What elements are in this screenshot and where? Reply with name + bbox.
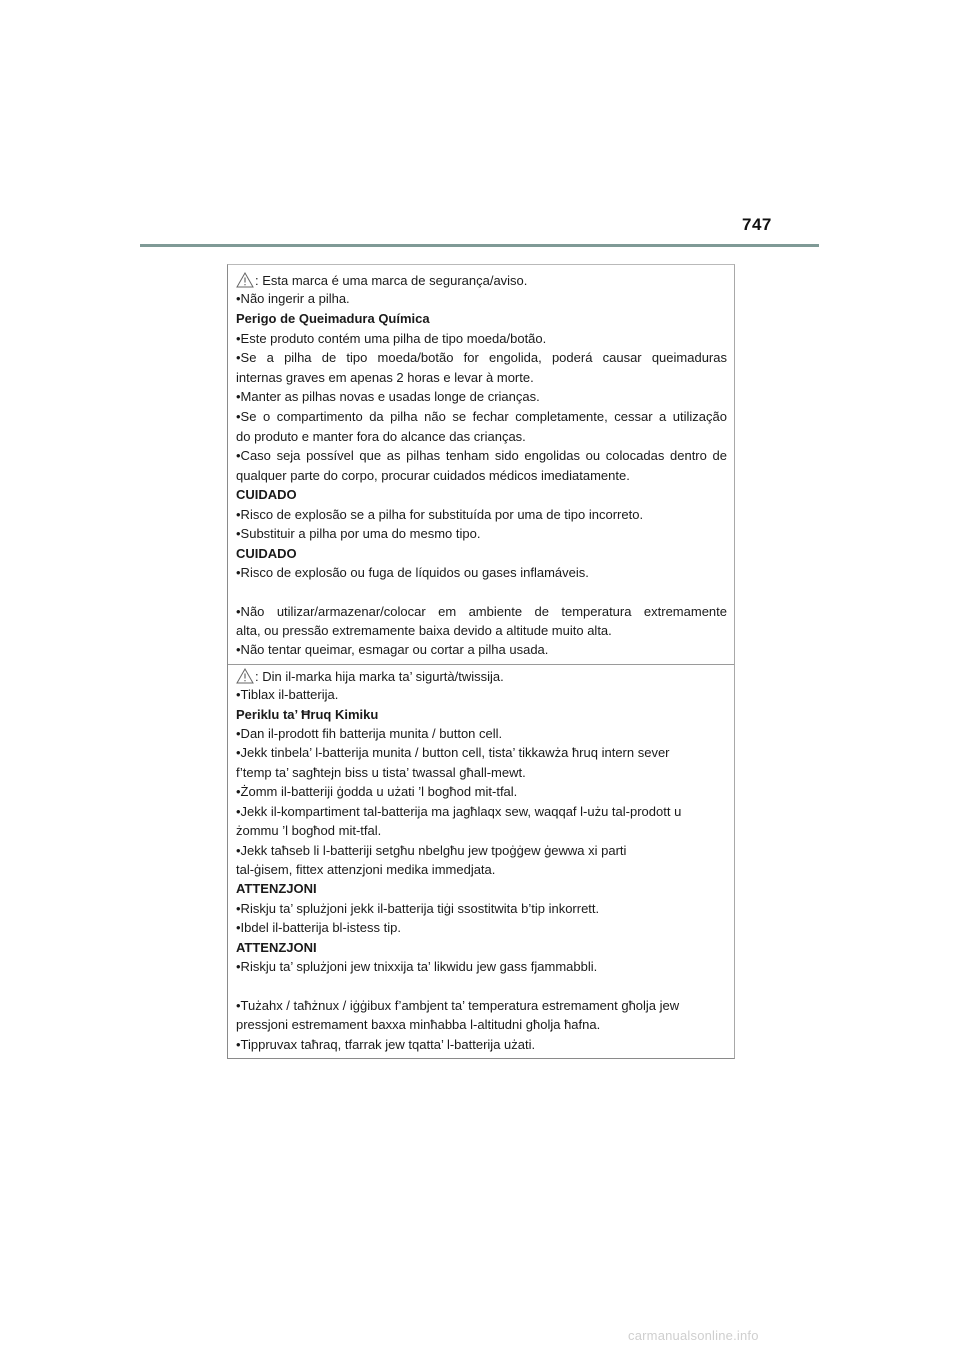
warning-line: •Substituir a pilha por uma do mesmo tipo. bbox=[236, 526, 481, 541]
caution-heading: CUIDADO bbox=[236, 546, 297, 561]
warning-heading: Periklu ta’ Ħruq Kimiku bbox=[236, 707, 379, 722]
warning-line: alta, ou pressão extremamente baixa devido a altitude muito alta. bbox=[236, 623, 612, 638]
warning-line: •Risco de explosão se a pilha for substituída por uma de tipo incorreto. bbox=[236, 507, 644, 522]
warning-line: •Manter as pilhas novas e usadas longe de crianças. bbox=[236, 389, 540, 404]
warning-line: •Se a pilha de tipo moeda/botão for engolida, poderá causar queimaduras bbox=[236, 350, 727, 365]
safety-symbol-note bbox=[236, 272, 527, 289]
warning-line: do produto e manter fora do alcance das crianças. bbox=[236, 429, 526, 444]
warning-line: żommu ’l bogħod mit-tfal. bbox=[236, 823, 382, 838]
warning-line: •Tużahx / taħżnux / iġġibux f’ambjent ta’ temperatura estremament għolja jew bbox=[236, 998, 680, 1013]
symbol-note-text: : Esta marca é uma marca de segurança/aviso. bbox=[255, 273, 528, 288]
warning-line: •Caso seja possível que as pilhas tenham sido engolidas ou colocadas dentro de bbox=[236, 448, 727, 463]
warning-line: •Se o compartimento da pilha não se fechar completamente, cessar a utilização bbox=[236, 409, 727, 424]
caution-heading: ATTENZJONI bbox=[236, 940, 317, 955]
warning-line: •Não ingerir a pilha. bbox=[236, 291, 350, 306]
caution-heading: CUIDADO bbox=[236, 487, 297, 502]
warning-section-portuguese bbox=[228, 265, 734, 663]
warning-line: •Não utilizar/armazenar/colocar em ambiente de temperatura extremamente bbox=[236, 604, 727, 619]
caution-heading: ATTENZJONI bbox=[236, 881, 317, 896]
warning-line: •Não tentar queimar, esmagar ou cortar a pilha usada. bbox=[236, 642, 549, 657]
warning-line: •Żomm il-batteriji ġodda u użati ’l bogħod mit-tfal. bbox=[236, 784, 518, 799]
warning-line: •Tiblax il-batterija. bbox=[236, 687, 339, 702]
footer-watermark[interactable]: carmanualsonline.info bbox=[628, 1328, 759, 1343]
warning-line: •Riskju ta’ splużjoni jekk il-batterija tiġi ssostitwita b’tip inkorrett. bbox=[236, 901, 600, 916]
warning-heading: Perigo de Queimadura Química bbox=[236, 311, 430, 326]
warning-line: •Riskju ta’ splużjoni jew tnixxija ta’ likwidu jew gass fjammabbli. bbox=[236, 959, 598, 974]
warning-line: •Jekk tinbela’ l-batterija munita / button cell, tista’ tikkawża ħruq intern sever bbox=[236, 745, 670, 760]
warning-line: •Ibdel il-batterija bl-istess tip. bbox=[236, 920, 401, 935]
symbol-note-text: : Din il-marka hija marka ta’ sigurtà/twissija. bbox=[255, 669, 504, 684]
warning-triangle-icon bbox=[236, 272, 254, 288]
warning-line: f’temp ta’ sagħtejn biss u tista’ twassal għall-mewt. bbox=[236, 765, 526, 780]
warning-line: •Jekk taħseb li l-batteriji setgħu nbelgħu jew tpoġġew ġewwa xi parti bbox=[236, 843, 627, 858]
header-rule bbox=[140, 244, 819, 247]
warning-line: •Este produto contém uma pilha de tipo moeda/botão. bbox=[236, 331, 547, 346]
warning-line: pressjoni estremament baxxa minħabba l-altitudni għolja ħafna. bbox=[236, 1017, 601, 1032]
page-number: 747 bbox=[742, 215, 772, 234]
warning-section-maltese bbox=[228, 664, 734, 1059]
warning-line: •Tippruvax taħraq, tfarrak jew tqatta’ l-batterija użati. bbox=[236, 1037, 536, 1052]
warning-line: internas graves em apenas 2 horas e levar à morte. bbox=[236, 370, 534, 385]
warning-triangle-icon bbox=[236, 668, 254, 684]
warning-line: tal-ġisem, fittex attenzjoni medika immedjata. bbox=[236, 862, 496, 877]
safety-symbol-note bbox=[236, 668, 504, 685]
warning-line: •Dan il-prodott fih batterija munita / button cell. bbox=[236, 726, 503, 741]
battery-warning-box bbox=[227, 264, 735, 1059]
warning-line: •Jekk il-kompartiment tal-batterija ma jagħlaqx sew, waqqaf l-użu tal-prodott u bbox=[236, 804, 682, 819]
warning-line: qualquer parte do corpo, procurar cuidados médicos imediatamente. bbox=[236, 468, 630, 483]
warning-line: •Risco de explosão ou fuga de líquidos ou gases inflamáveis. bbox=[236, 565, 589, 580]
